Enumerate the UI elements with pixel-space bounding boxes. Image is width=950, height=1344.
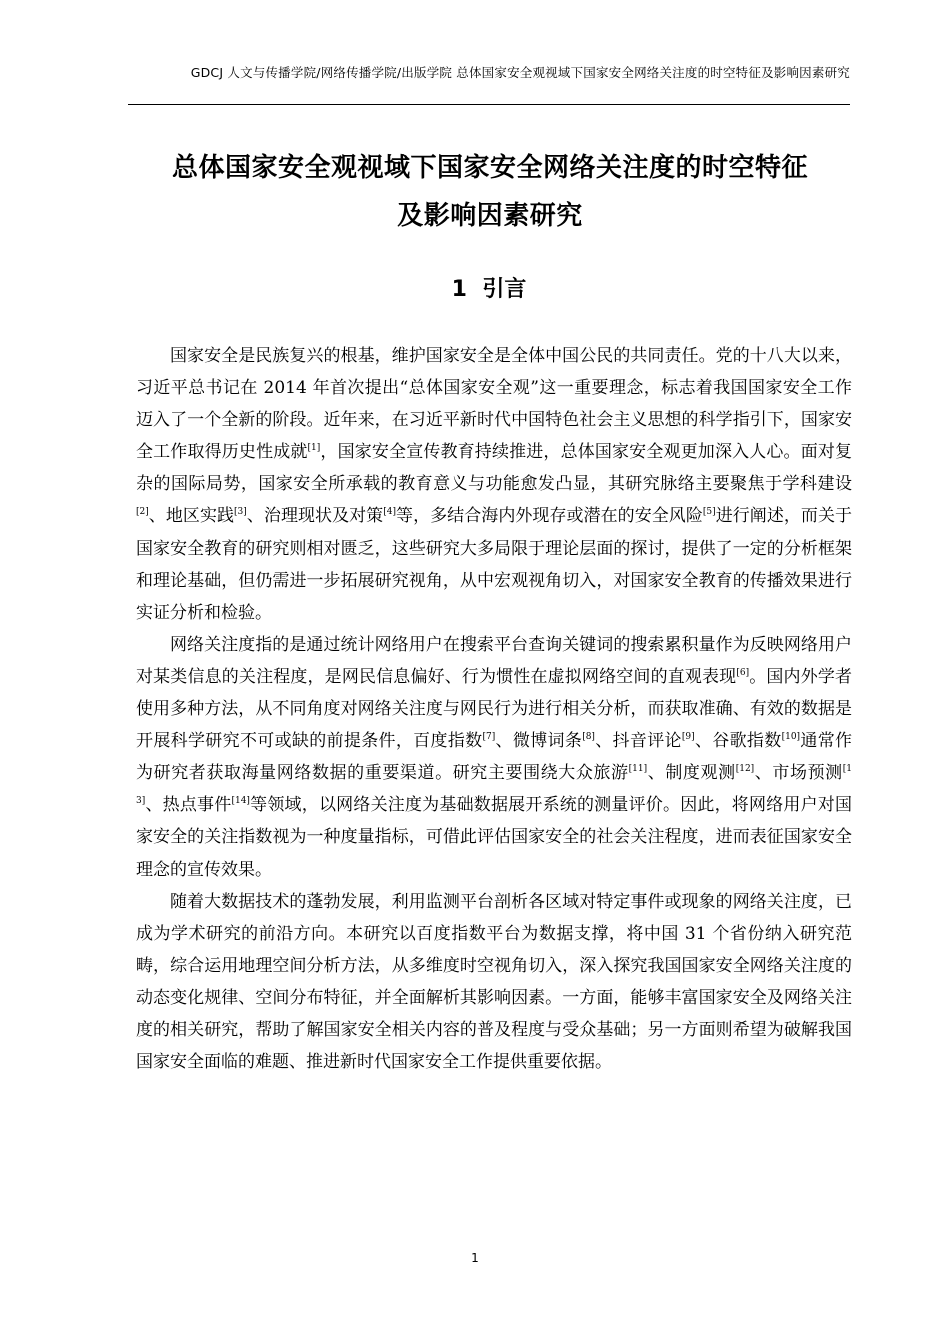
citation-10: [10] xyxy=(781,732,801,743)
paragraph-2-text: 、热点事件 xyxy=(145,795,232,816)
paragraph-1-text: 国家安全是民族复兴的根基，维护国家安全是全体中国公民的共同责任。党的十八大以来，习近平总书记在 2014 年首次提出“总体国家安全观”这一重要理念，标志着我国国家安全工作迈入了一个全新的阶段。近年来，在习近平新时代中国特色社会主义思想的科学指引下，国家安全工作取得历史性成就 xyxy=(136,346,852,463)
paragraph-2-text: 、谷歌指数 xyxy=(694,731,782,752)
paragraph-1-text: 、地区实践 xyxy=(148,506,235,527)
paper-title xyxy=(100,144,880,240)
paper-title-line-2: 及影响因素研究 xyxy=(397,201,583,231)
paragraph-2-text: 通常作为研究者获取海量网络数据的重要渠道。研究主要围绕大众旅游 xyxy=(136,731,853,784)
citation-1: [1] xyxy=(307,443,321,454)
paragraph-1-text: ，国家安全宣传教育持续推进，总体国家安全观更加深入人心。面对复杂的国际局势，国家安全所承载的教育意义与功能愈发凸显，其研究脉络主要聚焦于学科建设 xyxy=(136,442,853,495)
paragraph-2-text: 、制度观测 xyxy=(647,763,736,784)
body-text xyxy=(136,340,852,1078)
header-divider xyxy=(128,104,850,105)
citation-12: [12] xyxy=(735,764,755,775)
paragraph-3-text: 随着大数据技术的蓬勃发展，利用监测平台剖析各区域对特定事件或现象的网络关注度，已成为学术研究的前沿方向。本研究以百度指数平台为数据支撑，将中国 31 个省份纳入研究范畴，综合运用地理空间分析方法，从多维度时空视角切入，深入探究我国国家安全网络关注度的动态变化规律、空间分布特征，并全面解析其影响因素。一方面，能够丰富国家安全及网络关注度的相关研究，帮助了解国家安全相关内容的普及程度与受众基础；另一方面则希望为破解我国国家安全面临的难题、推进新时代国家安全工作提供重要依据。 xyxy=(136,891,852,1073)
running-header-text: GDCJ 人文与传播学院/网络传播学院/出版学院 总体国家安全观视域下国家安全网络关注度的时空特征及影响因素研究 xyxy=(190,65,850,80)
citation-2: [2] xyxy=(136,507,149,518)
paragraph-1-text: 等，多结合海内外现存或潜在的安全风险 xyxy=(395,506,703,527)
paragraph-2-text: 、微博词条 xyxy=(495,731,583,752)
citation-4: [4] xyxy=(383,507,396,518)
citation-9: [9] xyxy=(681,732,695,743)
citation-3: [3] xyxy=(234,507,247,518)
citation-7: [7] xyxy=(482,732,496,743)
paragraph-1-text: 、治理现状及对策 xyxy=(246,506,384,527)
citation-11: [11] xyxy=(628,764,648,775)
paragraph-2-text: 、抖音评论 xyxy=(594,731,682,752)
paragraph-2-text: 等领域，以网络关注度为基础数据展开系统的测量评价。因此，将网络用户对国家安全的关注指数视为一种度量指标，可借此评估国家安全的社会关注程度，进而表征国家安全理念的宣传效果。 xyxy=(136,795,853,880)
paragraph-3 xyxy=(136,886,852,1079)
citation-5: [5] xyxy=(702,507,716,518)
running-header xyxy=(128,64,850,81)
citation-14: [14] xyxy=(231,796,250,807)
section-number: 1 xyxy=(451,277,467,302)
paragraph-2-text: 。国内外学者使用多种方法，从不同角度对网络关注度与网民行为进行相关分析，而获取准确、有效的数据是开展科学研究不可或缺的前提条件，百度指数 xyxy=(136,666,853,752)
paragraph-2-text: 网络关注度指的是通过统计网络用户在搜索平台查询关键词的搜索累积量作为反映网络用户对某类信息的关注程度，是网民信息偏好、行为惯性在虚拟网络空间的直观表现 xyxy=(136,634,852,687)
section-heading-introduction xyxy=(128,274,850,306)
page-number: 1 xyxy=(471,1251,479,1265)
citation-13: [13] xyxy=(136,764,853,807)
paragraph-1-text: 进行阐述，而关于国家安全教育的研究则相对匮乏，这些研究大多局限于理论层面的探讨，提供了一定的分析框架和理论基础，但仍需进一步拓展研究视角，从中宏观视角切入，对国家安全教育的传播效果进行实证分析和检验。 xyxy=(136,506,853,623)
paragraph-1 xyxy=(136,340,852,629)
paragraph-2-text: 、市场预测 xyxy=(754,763,843,784)
section-title: 引言 xyxy=(482,277,527,302)
citation-6: [6] xyxy=(736,667,750,678)
citation-8: [8] xyxy=(582,732,595,743)
paper-title-line-1: 总体国家安全观视域下国家安全网络关注度的时空特征 xyxy=(171,153,808,183)
paragraph-2 xyxy=(136,629,852,886)
